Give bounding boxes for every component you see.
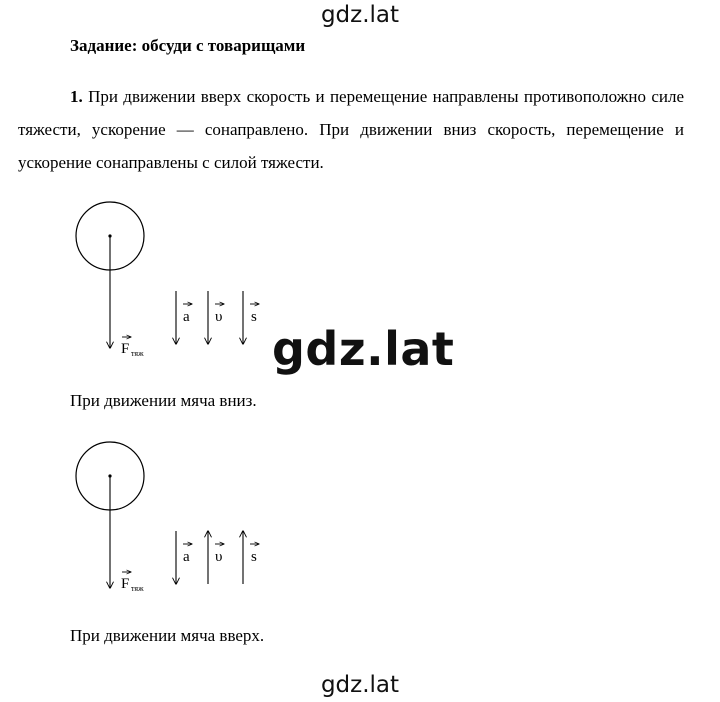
gravity-force-label: F [121,576,130,592]
site-label-top[interactable]: gdz.lat [320,2,400,28]
acceleration-vector [176,531,192,584]
displacement-vector [243,291,259,344]
diagram-ball-up [0,430,720,595]
gravity-force-subscript: тяж [131,584,144,593]
velocity-vector [208,291,224,344]
task-heading: Задание: обсуди с товарищами [70,36,306,55]
site-label-bottom[interactable]: gdz.lat [320,672,400,698]
gravity-force-label: F [121,341,130,357]
displacement-label: s [251,309,257,325]
paragraph-text: При движении вверх скорость и перемещение направлены противоположно силе тяжести, ускорение — сонаправлено. При движении вниз скорость, перемещение и ускорение сонаправлены с силой тяжести. [18,87,684,172]
displacement-label: s [251,549,257,565]
acceleration-label: a [183,309,190,325]
paragraph-number: 1. [70,87,83,106]
caption-ball-up: При движении мяча вверх. [70,626,265,645]
answer-paragraph [18,80,684,179]
velocity-label: υ [215,549,223,565]
caption-ball-down: При движении мяча вниз. [70,391,257,410]
watermark: gdz.lat [272,322,455,376]
gravity-force-subscript: тяж [131,349,144,358]
velocity-label: υ [215,309,223,325]
acceleration-vector [176,291,192,344]
velocity-vector [208,531,224,584]
displacement-vector [243,531,259,584]
acceleration-label: a [183,549,190,565]
